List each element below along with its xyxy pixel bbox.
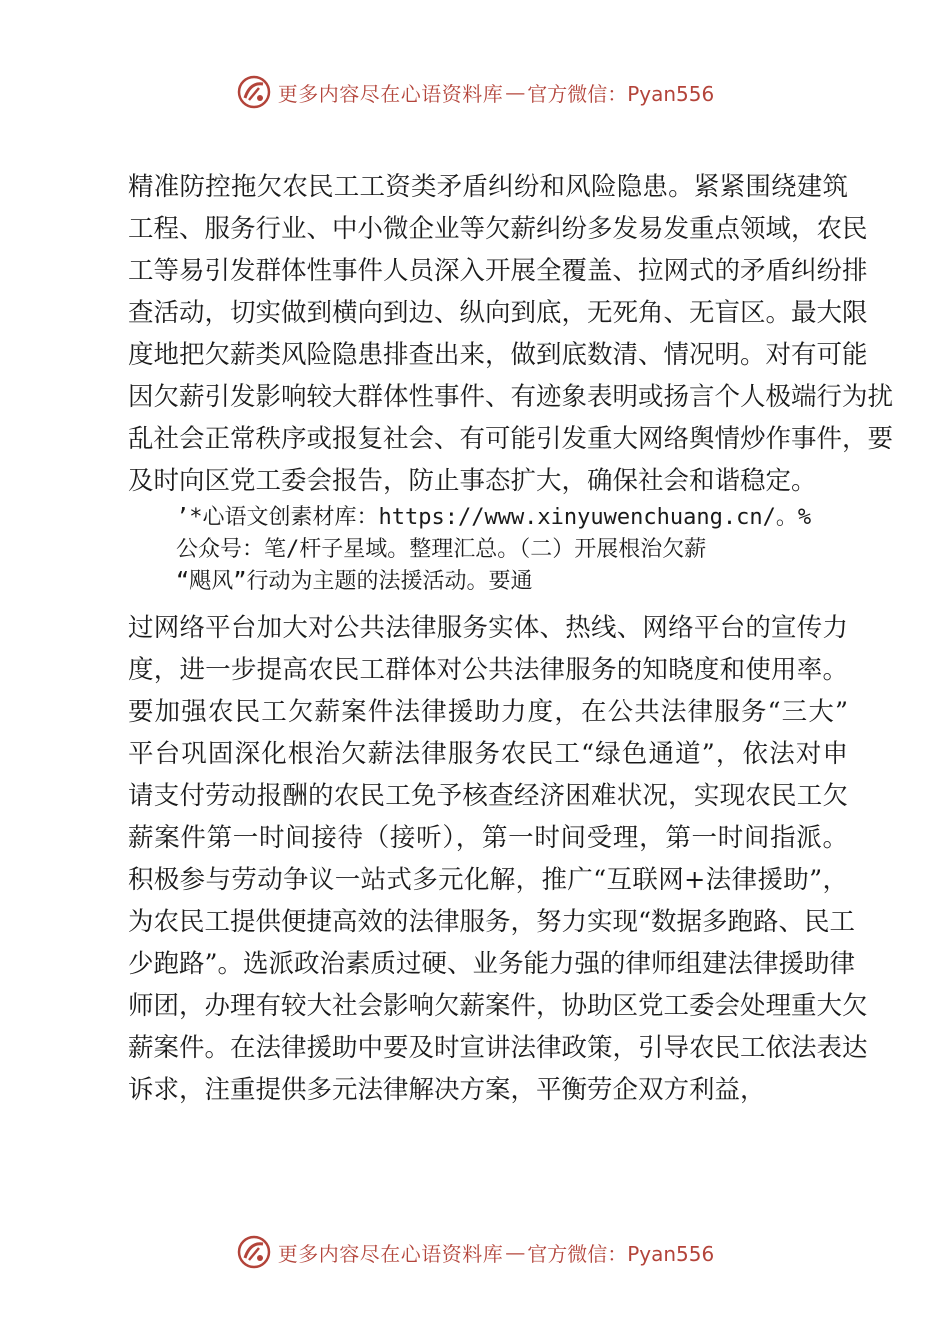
text-line: 积极参与劳动争议一站式多元化解，推广“互联网+法律援助”， — [128, 865, 848, 895]
text-line: 因欠薪引发影响较大群体性事件、有迹象表明或扬言个人极端行为扰 — [128, 382, 894, 412]
text-line: 度地把欠薪类风险隐患排查出来，做到底数清、情况明。对有可能 — [128, 340, 868, 370]
header-banner-separator: — — [505, 80, 526, 104]
text-line: 度，进一步提高农民工群体对公共法律服务的知晓度和使用率。 — [128, 655, 848, 685]
text-line: 过网络平台加大对公共法律服务实体、热线、网络平台的宣传力 — [128, 613, 848, 643]
library-logo-icon — [236, 1234, 272, 1270]
text-line: 薪案件。在法律援助中要及时宣讲法律政策，引导农民工依法表达 — [128, 1033, 868, 1063]
footer-banner — [0, 1232, 950, 1272]
text-line: 诉求，注重提供多元法律解决方案，平衡劳企双方利益， — [128, 1075, 766, 1105]
header-banner — [0, 72, 950, 112]
footer-banner-contact: 官方微信：Pyan556 — [527, 1241, 715, 1266]
header-banner-main-text: 更多内容尽在心语资料库 — [277, 81, 504, 106]
header-banner-contact: 官方微信：Pyan556 — [527, 81, 715, 106]
library-logo-icon — [236, 74, 272, 110]
text-line: 工等易引发群体性事件人员深入开展全覆盖、拉网式的矛盾纠纷排 — [128, 256, 868, 286]
text-line: 为农民工提供便捷高效的法律服务，努力实现“数据多跑路、民工 — [128, 907, 856, 937]
text-line: 查活动，切实做到横向到边、纵向到底，无死角、无盲区。最大限 — [128, 298, 868, 328]
text-line: 少跑路”。选派政治素质过硬、业务能力强的律师组建法律援助律 — [128, 949, 856, 979]
source-line: 公众号：笔/杆子星域。整理汇总。（二）开展根治欠薪 — [176, 537, 707, 562]
text-line: 平台巩固深化根治欠薪法律服务农民工“绿色通道”，依法对申 — [128, 739, 848, 769]
text-line: 乱社会正常秩序或报复社会、有可能引发重大网络舆情炒作事件，要 — [128, 424, 894, 454]
footer-banner-main-text: 更多内容尽在心语资料库 — [277, 1241, 504, 1266]
text-line: 精准防控拖欠农民工工资类矛盾纠纷和风险隐患。紧紧围绕建筑 — [128, 172, 848, 202]
text-line: 及时向区党工委会报告，防止事态扩大，确保社会和谐稳定。 — [128, 466, 817, 496]
text-line: 师团，办理有较大社会影响欠薪案件，协助区党工委会处理重大欠 — [128, 991, 868, 1021]
text-line: 工程、服务行业、中小微企业等欠薪纠纷多发易发重点领域，农民 — [128, 214, 868, 244]
source-line: “飓风”行动为主题的法援活动。要通 — [176, 569, 533, 594]
text-line: 薪案件第一时间接待（接听），第一时间受理，第一时间指派。 — [128, 823, 848, 853]
text-line: 请支付劳动报酬的农民工免予核查经济困难状况，实现农民工欠 — [128, 781, 848, 811]
source-line: ’*心语文创素材库：https://www.xinyuwenchuang.cn/。% — [176, 505, 812, 530]
text-line: 要加强农民工欠薪案件法律援助力度，在公共法律服务“三大” — [128, 697, 848, 727]
footer-banner-separator: — — [505, 1240, 526, 1264]
